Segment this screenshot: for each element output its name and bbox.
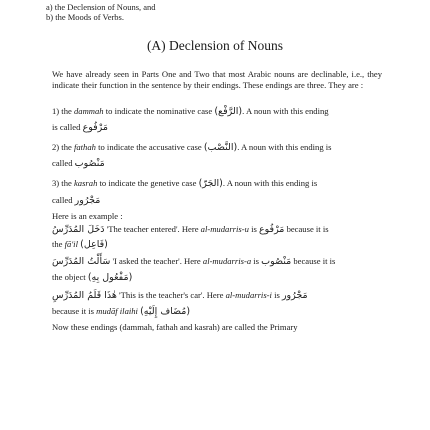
example-2: سَأَلْتُ المُدَرِّسَ 'I asked the teacher'. Here al-mudarris-a is مَنْصُوب because it is <box>52 256 336 267</box>
toc-line-b: b) the Moods of Verbs. <box>46 12 124 22</box>
term-fathah: fathah <box>73 142 96 152</box>
example-3-arabic: هٰذَا قَلَمُ المُدَرِّسِ <box>52 290 117 301</box>
arabic-mansub: مَنْصُوب <box>74 158 105 169</box>
item-fathah-name: called مَنْصُوب <box>52 158 105 169</box>
item-dammah: 1) the dammah to indicate the nominative case (الرَّفْع). A noun with this ending <box>52 106 329 117</box>
toc-line-a: a) the Declension of Nouns, and <box>46 2 156 12</box>
item-dammah-name: is called مَرْفُوع <box>52 122 109 133</box>
arabic-case-nominative: (الرَّفْع) <box>214 106 243 117</box>
term-kasrah: kasrah <box>73 178 98 188</box>
closing-line: Now these endings (dammah, fathah and kasrah) are called the Primary <box>52 322 298 332</box>
item-kasrah-name: called مَجْرُور <box>52 195 101 206</box>
example-3-cont: because it is mudāf ilaihi (مُضَاف إِلَيْهِ) <box>52 306 191 317</box>
example-1-cont: the fā'il (فَاعِل) <box>52 239 108 250</box>
item-kasrah: 3) the kasrah to indicate the genetive case (الجَرّ). A noun with this ending is <box>52 178 318 189</box>
arabic-case-genitive: (الجَرّ) <box>198 178 223 189</box>
intro-paragraph: We have already seen in Parts One and Two that most Arabic nouns are declinable, i.e., they indicate their function in the sentence by their endings. These endings are three. They are : <box>52 69 382 90</box>
example-2-cont: the object (مَفْعُول بِهِ) <box>52 272 133 283</box>
section-heading: (A) Declension of Nouns <box>146 38 284 53</box>
toc-fragment <box>46 2 156 22</box>
example-1-arabic: دَخَلَ المُدَرِّسُ <box>52 224 105 235</box>
arabic-case-accusative: (النَّصْب) <box>203 142 238 153</box>
item-fathah: 2) the fathah to indicate the accusative case (النَّصْب). A noun with this ending is <box>52 142 332 153</box>
example-2-arabic: سَأَلْتُ المُدَرِّسَ <box>52 256 111 267</box>
arabic-majrur: مَجْرُور <box>74 195 101 206</box>
example-intro: Here is an example : <box>52 211 123 221</box>
term-dammah: dammah <box>73 106 104 116</box>
arabic-marfu: مَرْفُوع <box>82 122 109 133</box>
example-3: هٰذَا قَلَمُ المُدَرِّسِ 'This is the teacher's car'. Here al-mudarris-i is مَجْرُور <box>52 290 308 301</box>
example-1: دَخَلَ المُدَرِّسُ 'The teacher entered'. Here al-mudarris-u is مَرْفُوع because it is <box>52 224 329 235</box>
